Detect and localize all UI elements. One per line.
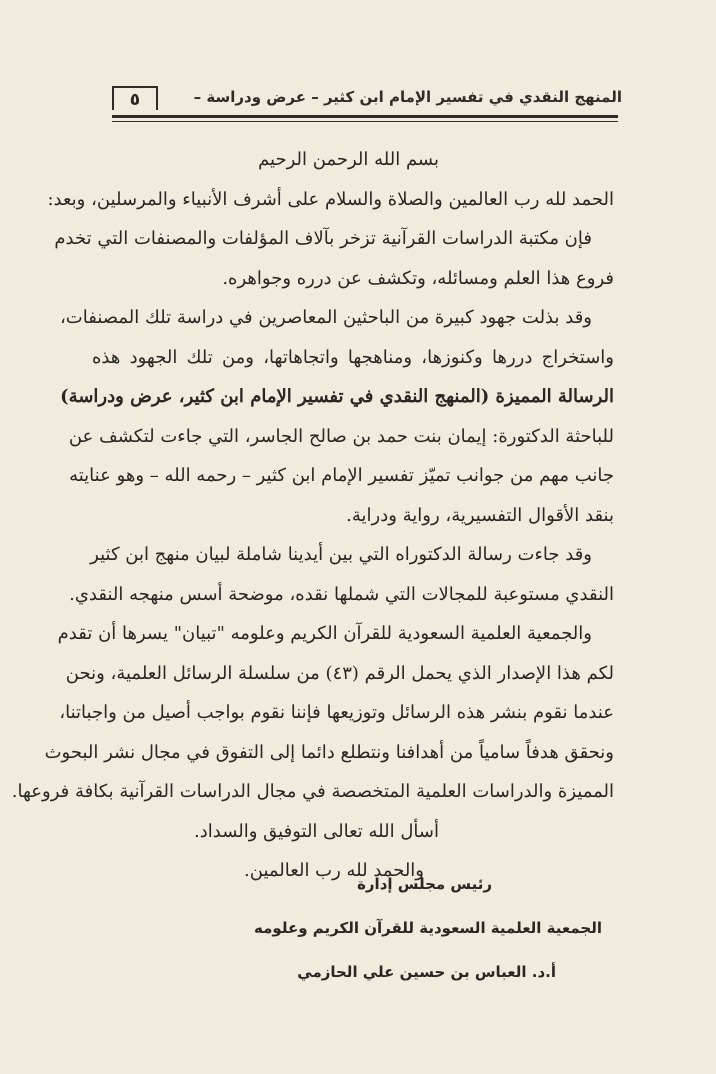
text-line-14: عندما نقوم بنشر هذه الرسائل وتوزيعها فإننا نقوم بواجب أصيل من واجباتنا، bbox=[59, 702, 614, 723]
closing-line-1: أسأل الله تعالى التوفيق والسداد. bbox=[194, 820, 439, 842]
running-title: المنهج النقدي في تفسير الإمام ابن كثير – عرض ودراسة – bbox=[193, 88, 622, 106]
text-line-5: واستخراج دررها وكنوزها، ومناهجها واتجاهاتها، ومن تلك الجهود هذه bbox=[92, 346, 614, 368]
text-line-10: وقد جاءت رسالة الدكتوراه التي بين أيدينا شاملة لبيان منهج ابن كثير bbox=[90, 544, 592, 565]
page-number: ٥ bbox=[112, 86, 158, 110]
text-line-9: بنقد الأقوال التفسيرية، رواية ودراية. bbox=[346, 504, 614, 526]
text-line-12: والجمعية العلمية السعودية للقرآن الكريم وعلومه "تبيان" يسرها أن تقدم bbox=[57, 623, 592, 644]
page-header bbox=[112, 86, 622, 116]
header-rule-thin bbox=[112, 121, 618, 122]
closing-line-2: والحمد لله رب العالمين. bbox=[244, 860, 424, 881]
text-line-11: النقدي مستوعبة للمجالات التي شملها نقده، موضحة أسس منهجه النقدي. bbox=[69, 583, 614, 605]
signature-organization: الجمعية العلمية السعودية للقرآن الكريم وعلومه bbox=[254, 919, 602, 937]
text-line-13: لكم هذا الإصدار الذي يحمل الرقم (٤٣) من سلسلة الرسائل العلمية، ونحن bbox=[65, 662, 614, 684]
signature-title: رئيس مجلس إدارة bbox=[357, 875, 492, 893]
preface-body bbox=[11, 140, 614, 891]
text-line-4: وقد بذلت جهود كبيرة من الباحثين المعاصرين في دراسة تلك المصنفات، bbox=[59, 307, 592, 328]
header-rule-thick bbox=[112, 115, 618, 118]
text-line-15: ونحقق هدفاً سامياً من أهدافنا ونتطلع دائما إلى التفوق في مجال نشر البحوث bbox=[44, 741, 614, 763]
text-line-16: المميزة والدراسات العلمية المتخصصة في مجال الدراسات القرآنية بكافة فروعها. bbox=[11, 781, 614, 802]
basmala: بسم الله الرحمن الرحيم bbox=[258, 149, 439, 170]
text-line-3: فروع هذا العلم ومسائله، وتكشف عن درره وجواهره. bbox=[222, 267, 614, 289]
text-line-8: جانب مهم من جوانب تميّز تفسير الإمام ابن كثير – رحمه الله – وهو عنايته bbox=[69, 465, 614, 486]
text-line-2: فإن مكتبة الدراسات القرآنية تزخر بآلاف المؤلفات والمصنفات التي تخدم bbox=[54, 228, 592, 249]
signature-name: أ.د. العباس بن حسين علي الحازمي bbox=[297, 963, 556, 981]
signature-block bbox=[120, 862, 614, 994]
text-line-6: الرسالة المميزة (المنهج النقدي في تفسير الإمام ابن كثير، عرض ودراسة) bbox=[60, 386, 614, 407]
text-line-1: الحمد لله رب العالمين والصلاة والسلام على أشرف الأنبياء والمرسلين، وبعد: bbox=[47, 188, 614, 210]
text-line-7: للباحثة الدكتورة: إيمان بنت حمد بن صالح الجاسر، التي جاءت لتكشف عن bbox=[68, 425, 614, 447]
